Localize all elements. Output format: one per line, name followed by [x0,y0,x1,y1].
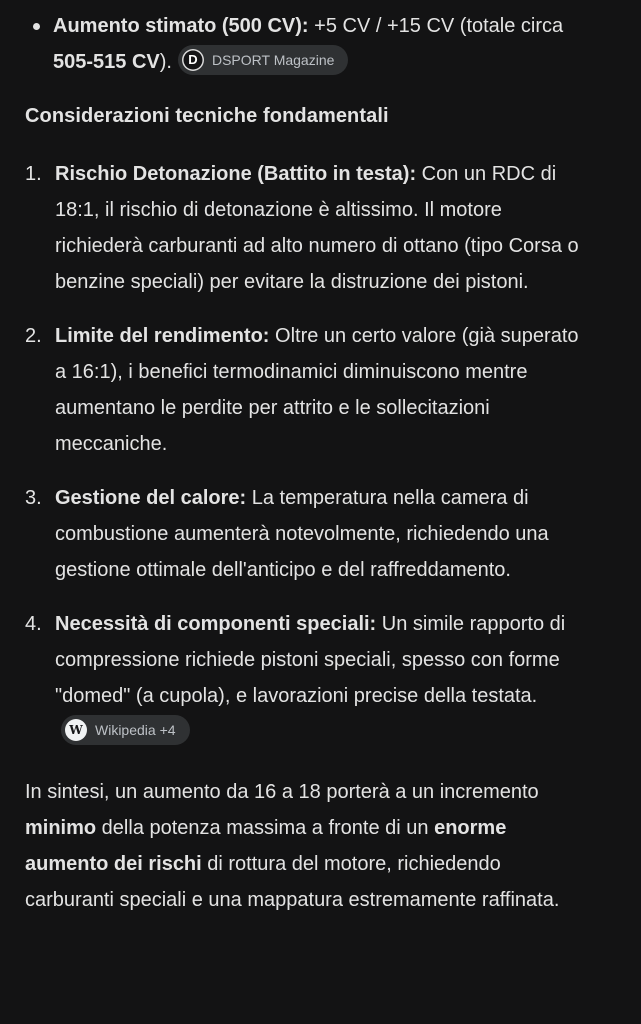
text-segment: della potenza massima a fronte di un [96,817,435,839]
text-segment: ). [159,51,172,73]
bullet-list [25,8,623,80]
section-heading: Considerazioni tecniche fondamentali [25,105,389,127]
source-chip-label: Wikipedia +4 [95,721,176,738]
text-segment: Gestione del calore: [55,487,247,509]
item-text [55,606,595,750]
item-text [55,318,595,462]
bullet-marker-icon [33,23,40,30]
numbered-list-item [25,480,623,588]
text-segment: Necessità di componenti speciali: [55,613,377,635]
bullet-chip-slot [172,51,348,73]
source-chip-label: DSPORT Magazine [211,51,335,68]
bullet-list-item [25,8,623,80]
item-number: 3. [25,487,42,509]
bullet-item-content [53,8,605,80]
item-text [55,156,595,300]
item-text [55,480,595,588]
source-chip-dsport[interactable] [178,45,348,75]
text-segment: Oltre un certo valore (già superato a 16:1), i benefici termodinamici diminuiscono mentre aumentano le perdite per attrito e le sollecitazioni meccaniche. [55,325,579,455]
text-segment: In sintesi, un aumento da 16 a 18 porterà a un incremento [25,781,539,803]
text-segment: 505-515 CV [53,51,160,73]
text-segment: di rottura del motore, richiedendo carburanti speciali e una mappatura estremamente raffinata. [25,853,560,911]
item-number: 1. [25,163,42,185]
text-segment: Rischio Detonazione (Battito in testa): [55,163,417,185]
wikipedia-logo-icon: W [65,719,87,741]
item-number: 2. [25,325,42,347]
text-segment: Con un RDC di 18:1, il rischio di detonazione è altissimo. Il motore richiederà carburanti ad alto numero di ottano (tipo Corsa o benzine speciali) per evitare la distruzione dei pistoni. [55,163,579,293]
source-chip-wikipedia[interactable] [61,715,190,745]
text-segment: minimo [25,817,97,839]
closing-paragraph [25,774,565,918]
text-segment: enorme aumento dei rischi [25,817,507,875]
text-segment: +5 CV / +15 CV (totale circa [308,15,564,37]
dsport-logo-icon: D [182,49,204,71]
numbered-list [25,156,623,750]
text-segment: Limite del rendimento: [55,325,270,347]
text-segment: La temperatura nella camera di combustione aumenterà notevolmente, richiedendo una gestione ottimale dell'anticipo e del raffreddamento. [55,487,549,581]
text-segment: Un simile rapporto di compressione richiede pistoni speciali, spesso con forme "domed" (a cupola), e lavorazioni precise della testata. [55,613,566,707]
numbered-list-item [25,156,623,300]
text-segment: Aumento stimato (500 CV): [53,15,309,37]
numbered-list-item [25,606,623,750]
item-number: 4. [25,613,42,635]
numbered-list-item [25,318,623,462]
